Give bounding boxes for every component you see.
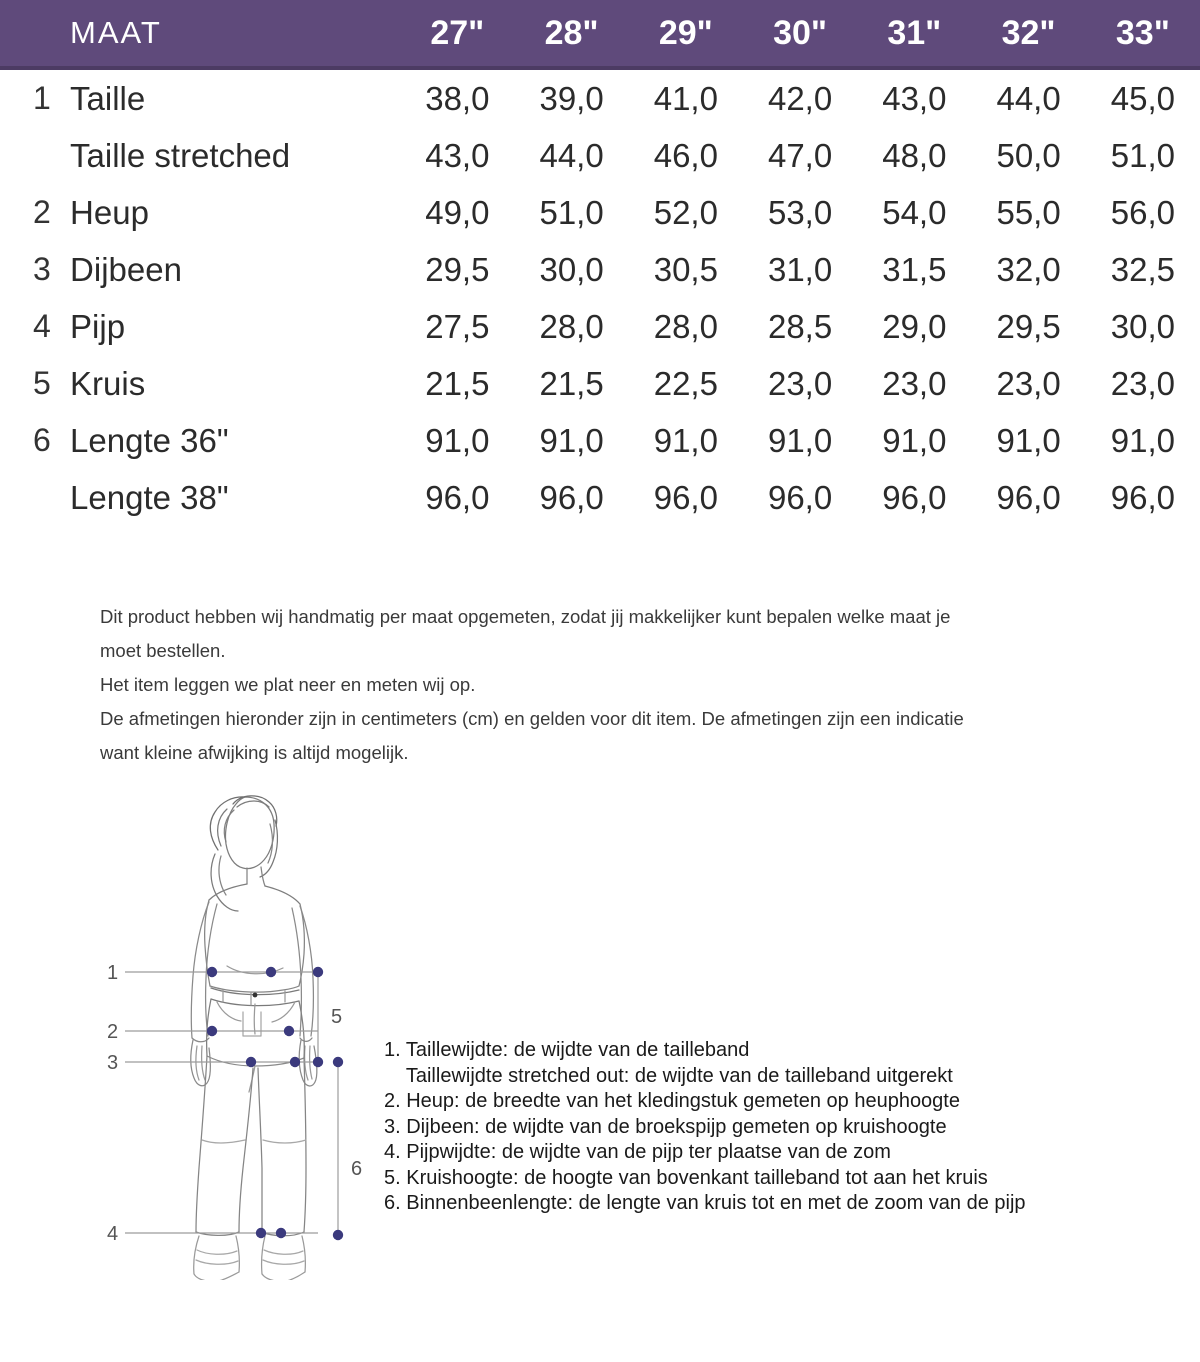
row-label: Lengte 38" — [70, 478, 229, 516]
row-value: 21,5 — [539, 364, 604, 402]
row-value: 46,0 — [653, 136, 718, 174]
measurement-figure-illustration — [95, 780, 385, 1280]
row-value: 49,0 — [425, 193, 490, 231]
row-value: 28,0 — [653, 307, 718, 345]
table-row — [0, 127, 1200, 184]
table-row — [0, 355, 1200, 412]
row-value: 41,0 — [653, 79, 718, 117]
row-value: 30,0 — [539, 250, 604, 288]
figure-label-5: 5 — [331, 1006, 343, 1028]
row-value: 31,0 — [767, 250, 833, 288]
row-value: 22,5 — [653, 364, 718, 402]
table-row — [0, 241, 1200, 298]
size-table-header-row — [0, 0, 1200, 68]
row-value: 23,0 — [996, 364, 1061, 402]
legend-item: 3. Dijbeen: de wijdte van de broekspijp gemeten op kruishoogte — [384, 1115, 947, 1138]
row-value: 91,0 — [767, 421, 833, 459]
row-value: 91,0 — [882, 421, 947, 459]
header-index-spacer — [0, 0, 70, 68]
row-value: 48,0 — [882, 136, 947, 174]
row-value: 32,5 — [1110, 250, 1175, 288]
row-value: 31,5 — [882, 250, 947, 288]
row-value: 55,0 — [996, 193, 1061, 231]
legend-item: 1. Taillewijdte: de wijdte van de tailleband — [384, 1039, 750, 1061]
row-value: 21,5 — [425, 364, 490, 402]
legend-item: 5. Kruishoogte: de hoogte van bovenkant tailleband tot aan het kruis — [384, 1166, 988, 1189]
row-value: 96,0 — [653, 478, 718, 516]
row-value: 32,0 — [996, 250, 1061, 288]
row-value: 28,5 — [767, 307, 833, 345]
row-index: 2 — [33, 194, 51, 230]
row-label: Dijbeen — [70, 250, 182, 288]
table-row — [0, 184, 1200, 241]
row-value: 23,0 — [1110, 364, 1175, 402]
row-value: 56,0 — [1110, 193, 1175, 231]
row-value: 51,0 — [539, 193, 604, 231]
row-label: Taille stretched — [70, 136, 291, 174]
measurement-dots — [207, 967, 343, 1240]
row-value: 43,0 — [882, 79, 947, 117]
row-index: 5 — [33, 365, 51, 401]
figure-label-3: 3 — [107, 1052, 119, 1074]
row-value: 30,5 — [653, 250, 718, 288]
row-value: 54,0 — [882, 193, 947, 231]
row-label: Heup — [70, 193, 149, 231]
row-value: 29,5 — [996, 307, 1061, 345]
size-table-head — [0, 0, 1200, 68]
row-value: 23,0 — [767, 364, 833, 402]
size-table-body — [0, 68, 1200, 526]
row-index: 1 — [33, 80, 51, 116]
row-value: 43,0 — [425, 136, 490, 174]
notes-line-2: Het item leggen we plat neer en meten wij op. — [100, 674, 476, 695]
row-value: 44,0 — [996, 79, 1061, 117]
row-value: 96,0 — [767, 478, 833, 516]
row-value: 30,0 — [1110, 307, 1175, 345]
row-value: 96,0 — [882, 478, 947, 516]
figure-label-4: 4 — [107, 1223, 119, 1245]
header-size-28: 28" — [514, 0, 628, 68]
figure-label-2: 2 — [107, 1021, 119, 1043]
legend-item: 4. Pijpwijdte: de wijdte van de pijp ter plaatse van de zom — [384, 1141, 891, 1163]
row-index — [0, 469, 70, 526]
row-label: Taille — [70, 79, 146, 117]
row-value: 29,5 — [425, 250, 490, 288]
row-index: 4 — [33, 308, 51, 344]
row-index: 3 — [33, 251, 51, 287]
row-value: 23,0 — [882, 364, 947, 402]
row-value: 28,0 — [539, 307, 604, 345]
measurement-notes — [100, 600, 980, 770]
row-value: 51,0 — [1110, 136, 1175, 174]
header-size-27: 27" — [400, 0, 514, 68]
table-row — [0, 68, 1200, 127]
figure-label-6: 6 — [351, 1158, 363, 1180]
row-label: Pijp — [70, 307, 126, 345]
row-index: 6 — [33, 422, 51, 458]
row-value: 96,0 — [539, 478, 604, 516]
figure-and-legend-block — [0, 780, 1200, 1360]
row-value: 44,0 — [539, 136, 604, 174]
row-label: Kruis — [70, 364, 146, 402]
header-size-29: 29" — [629, 0, 743, 68]
table-row — [0, 298, 1200, 355]
notes-line-3: De afmetingen hieronder zijn in centimeters (cm) en gelden voor dit item. De afmetingen zijn een indicatie want kleine afwijking is altijd mogelijk. — [100, 708, 964, 763]
header-size-30: 30" — [743, 0, 857, 68]
header-size-32: 32" — [971, 0, 1085, 68]
row-value: 96,0 — [425, 478, 490, 516]
header-size-31: 31" — [857, 0, 971, 68]
header-maat-label: MAAT — [70, 0, 400, 68]
row-value: 50,0 — [996, 136, 1061, 174]
size-table-container — [0, 0, 1200, 526]
row-value: 47,0 — [767, 136, 833, 174]
row-value: 91,0 — [1110, 421, 1175, 459]
figure-label-1: 1 — [107, 962, 119, 984]
row-index — [0, 127, 70, 184]
measurement-legend — [384, 1038, 1084, 1217]
row-value: 96,0 — [996, 478, 1061, 516]
row-value: 91,0 — [539, 421, 604, 459]
row-value: 45,0 — [1110, 79, 1175, 117]
row-value: 53,0 — [767, 193, 833, 231]
table-row — [0, 412, 1200, 469]
row-value: 42,0 — [767, 79, 833, 117]
row-label: Lengte 36" — [70, 421, 229, 459]
row-value: 27,5 — [425, 307, 490, 345]
legend-item: 2. Heup: de breedte van het kledingstuk gemeten op heuphoogte — [384, 1090, 960, 1112]
row-value: 96,0 — [1110, 478, 1175, 516]
legend-item: Taillewijdte stretched out: de wijdte van de tailleband uitgerekt — [384, 1064, 953, 1087]
row-value: 38,0 — [425, 79, 490, 117]
row-value: 91,0 — [425, 421, 490, 459]
row-value: 91,0 — [653, 421, 718, 459]
row-value: 91,0 — [996, 421, 1061, 459]
row-value: 52,0 — [653, 193, 718, 231]
legend-item: 6. Binnenbeenlengte: de lengte van kruis tot en met de zoom van de pijp — [384, 1192, 1026, 1214]
notes-line-1: Dit product hebben wij handmatig per maat opgemeten, zodat jij makkelijker kunt bepalen welke maat je moet bestellen. — [100, 606, 951, 661]
row-value: 39,0 — [539, 79, 604, 117]
header-size-33: 33" — [1086, 0, 1200, 68]
size-table — [0, 0, 1200, 526]
row-value: 29,0 — [882, 307, 947, 345]
table-row — [0, 469, 1200, 526]
